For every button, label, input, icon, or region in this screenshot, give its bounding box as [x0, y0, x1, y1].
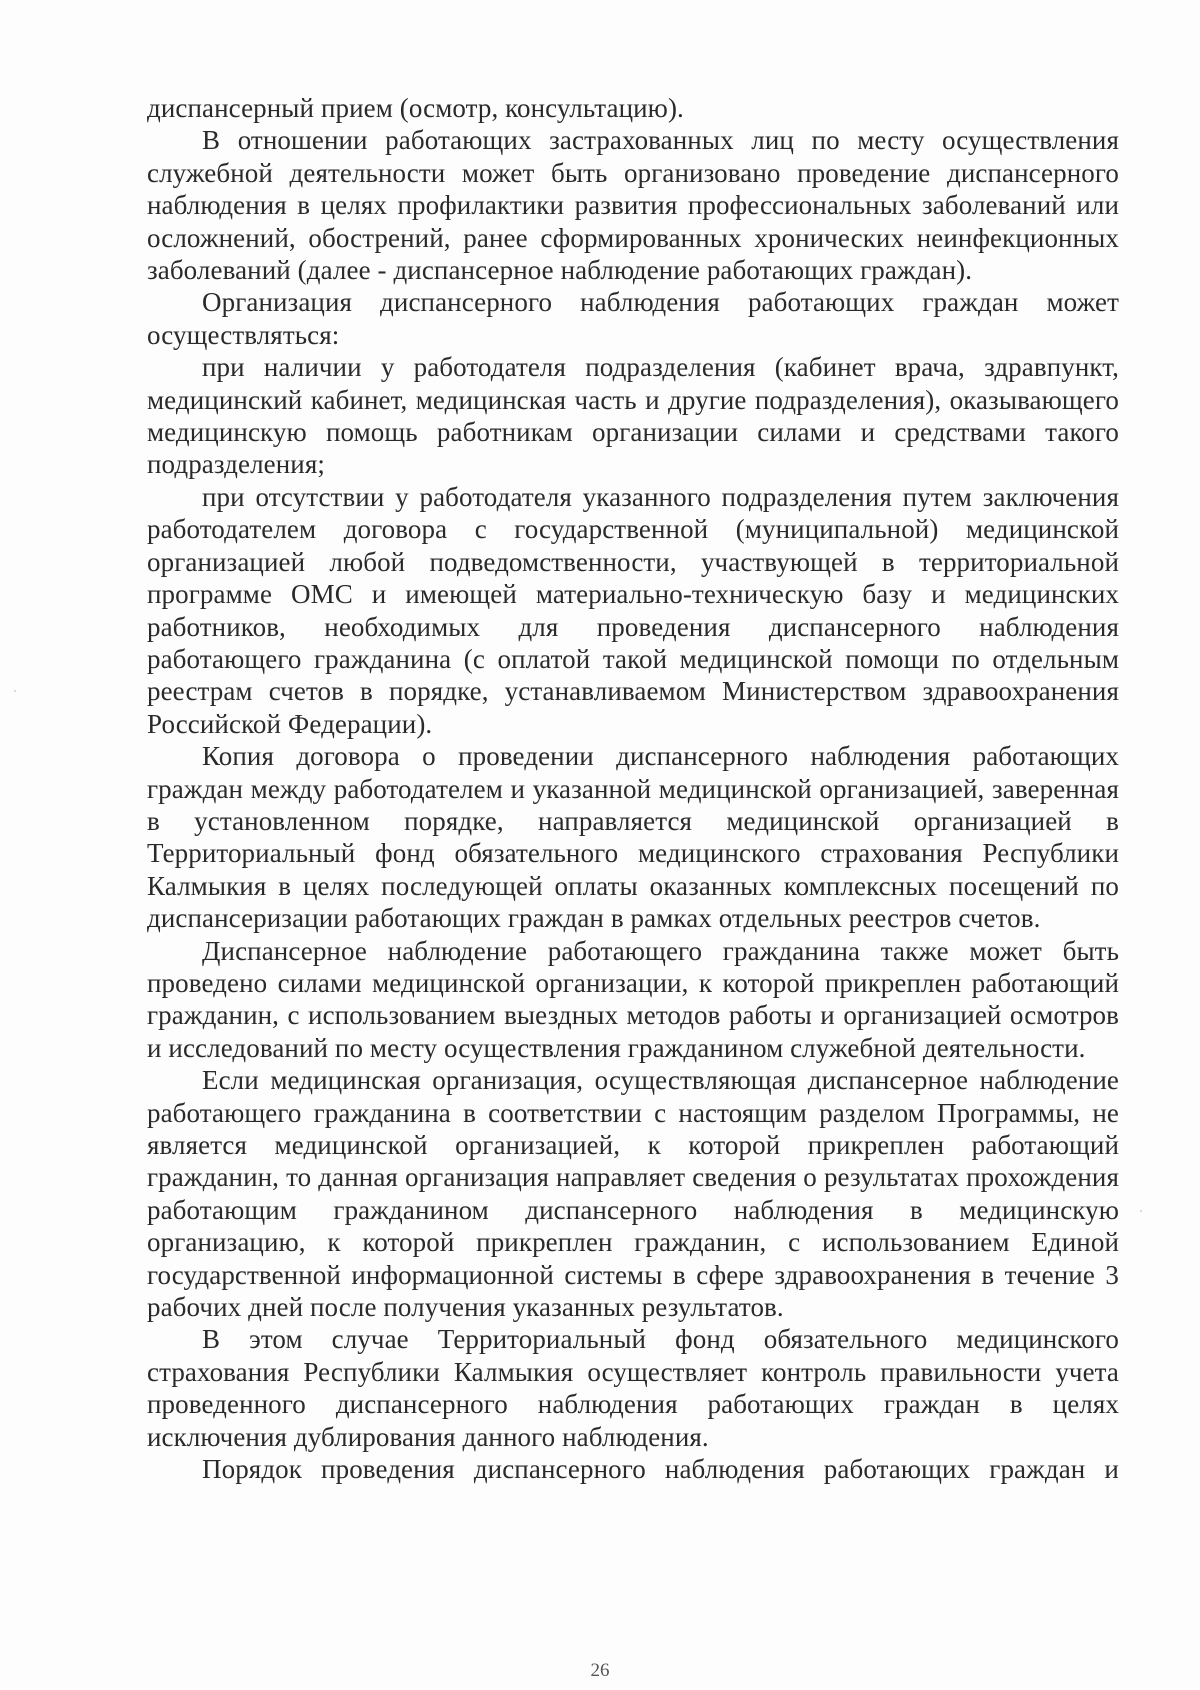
paragraph-continuation: диспансерный прием (осмотр, консультацию).: [147, 93, 684, 123]
document-body: [147, 92, 1119, 1485]
paragraph-organization: Организация диспансерного наблюдения работающих граждан может осуществляться:: [147, 287, 1119, 350]
paragraph-attached-organization: Диспансерное наблюдение работающего гражданина также может быть проведено силами медицинской организации, к которой прикреплен работающий гражданин, с использованием выездных методов работы и организацией осмотров и исследований по месту осуществления гражданином служебной деятельности.: [147, 935, 1119, 1063]
paragraph-employer-no-unit: при отсутствии у работодателя указанного подразделения путем заключения работодателем договора с государственной (муниципальной) медицинской организацией любой подведомственности, участвующей в территориальной программе ОМС и имеющей материально-техническую базу и медицинских работников, необходимых для проведения диспансерного наблюдения работающего гражданина (с оплатой такой медицинской помощи по отдельным реестрам счетов в порядке, устанавливаемом Министерством здравоохранения Российской Федерации).: [147, 481, 1119, 739]
paragraph-employer-has-unit: при наличии у работодателя подразделения (кабинет врача, здравпункт, медицинский кабинет, медицинская часть и другие подразделения), оказывающего медицинскую помощь работникам организации силами и средствами такого подразделения;: [147, 352, 1119, 480]
scan-speck: [1140, 1210, 1142, 1212]
paragraph-working-insured: В отношении работающих застрахованных лиц по месту осуществления служебной деятельности может быть организовано проведение диспансерного наблюдения в целях профилактики развития профессиональных заболеваний или осложнений, обострений, ранее сформированных хронических неинфекционных заболеваний (далее - диспансерное наблюдение работающих граждан).: [147, 125, 1119, 286]
page-number: 26: [590, 1660, 610, 1681]
paragraph-contract-copy: Копия договора о проведении диспансерного наблюдения работающих граждан между работодателем и указанной медицинской организацией, заверенная в установленном порядке, направляется медицинской организацией в Территориальный фонд обязательного медицинского страхования Республики Калмыкия в целях последующей оплаты оказанных комплексных посещений по диспансеризации работающих граждан в рамках отдельных реестров счетов.: [147, 741, 1119, 934]
paragraph-procedure: Порядок проведения диспансерного наблюдения работающих граждан и: [202, 1454, 1119, 1485]
scan-speck: [14, 690, 16, 692]
paragraph-results-transfer: Если медицинская организация, осуществляющая диспансерное наблюдение работающего гражданина в соответствии с настоящим разделом Программы, не является медицинской организацией, к которой прикреплен работающий гражданин, то данная организация направляет сведения о результатах прохождения работающим гражданином диспансерного наблюдения в медицинскую организацию, к которой прикреплен гражданин, с использованием Единой государственной информационной системы в сфере здравоохранения в течение 3 рабочих дней после получения указанных результатов.: [147, 1065, 1119, 1323]
paragraph-fund-control: В этом случае Территориальный фонд обязательного медицинского страхования Республики Калмыкия осуществляет контроль правильности учета проведенного диспансерного наблюдения работающих граждан в целях исключения дублирования данного наблюдения.: [147, 1324, 1119, 1452]
